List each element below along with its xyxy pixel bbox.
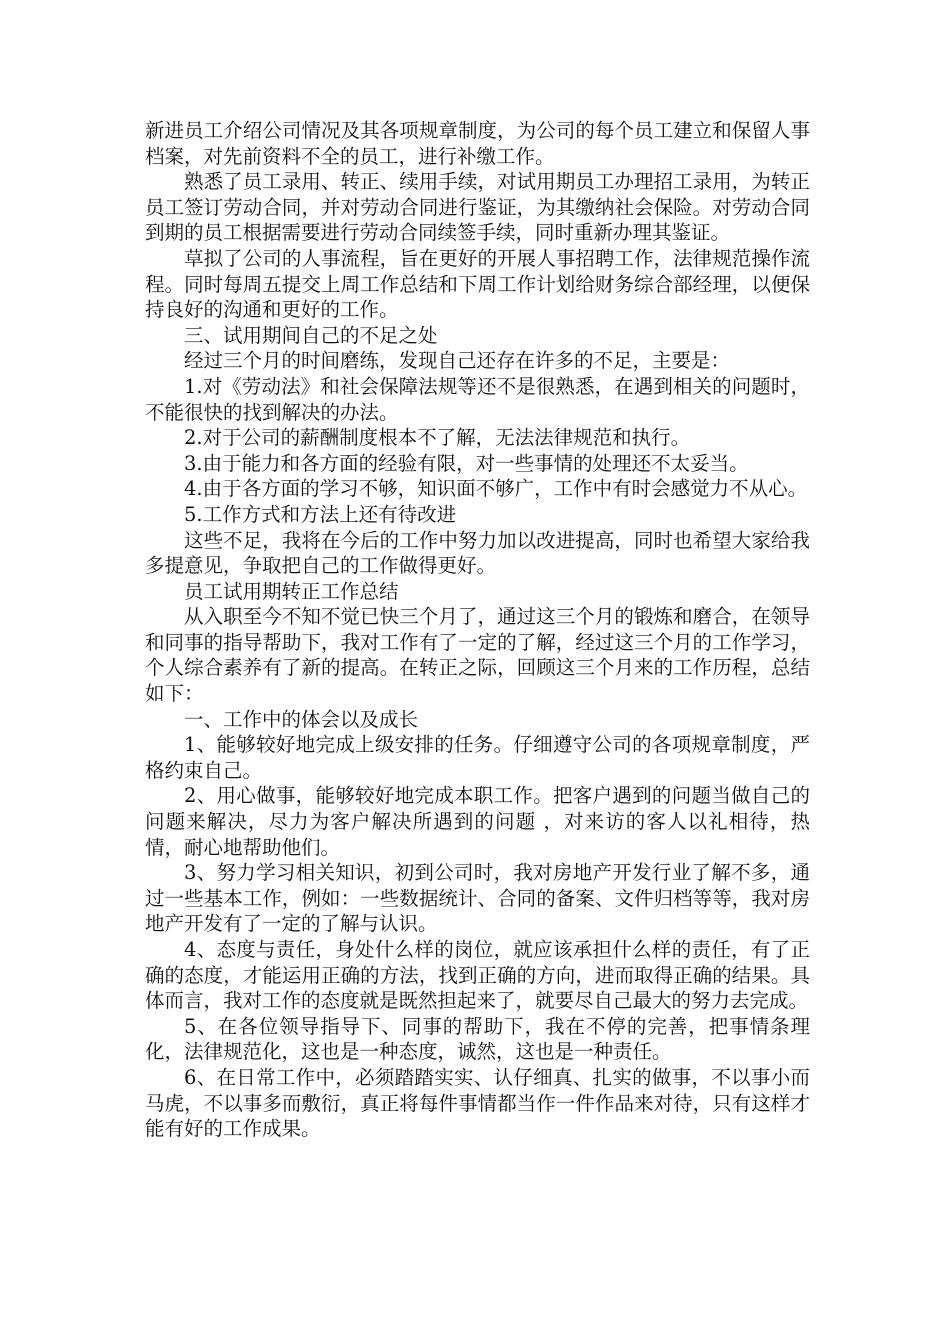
paragraph: 草拟了公司的人事流程，旨在更好的开展人事招聘工作，法律规范操作流程。同时每周五提交上周工作总结和下周工作计划给财务综合部经理，以便保持良好的沟通和更好的工作。 <box>145 246 810 322</box>
paragraph: 3.由于能力和各方面的经验有限，对一些事情的处理还不太妥当。 <box>184 451 749 475</box>
paragraph: 4.由于各方面的学习不够，知识面不够广，工作中有时会感觉力不从心。 <box>184 477 808 501</box>
paragraph: 5、在各位领导指导下、同事的帮助下，我在不停的完善，把事情条理化，法律规范化，这也是一种态度，诚然，这也是一种责任。 <box>145 1014 810 1064</box>
paragraph: 5.工作方式和方法上还有待改进 <box>184 502 457 526</box>
document-page <box>145 118 810 1142</box>
paragraph: 3、努力学习相关知识，初到公司时，我对房地产开发行业了解不多，通过一些基本工作，例如：一些数据统计、合同的备案、文件归档等等，我对房地产开发有了一定的了解与认识。 <box>145 861 810 936</box>
paragraph: 6、在日常工作中，必须踏踏实实、认仔细真、扎实的做事，不以事小而马虎，不以事多而敷衍，真正将每件事情都当作一件作品来对待，只有这样才能有好的工作成果。 <box>145 1065 810 1141</box>
paragraph: 一、工作中的体会以及成长 <box>184 707 419 731</box>
paragraph: 员工试用期转正工作总结 <box>184 579 399 603</box>
paragraph: 新进员工介绍公司情况及其各项规章制度，为公司的每个员工建立和保留人事档案，对先前资料不全的员工，进行补缴工作。 <box>145 119 810 168</box>
paragraph: 2、用心做事，能够较好地完成本职工作。把客户遇到的问题当做自己的问题来解决，尽力为客户解决所遇到的问题 ，对来访的客人以礼相待，热情，耐心地帮助他们。 <box>145 784 810 859</box>
paragraph: 4、态度与责任，身处什么样的岗位，就应该承担什么样的责任，有了正确的态度，才能运用正确的方法，找到正确的方向，进而取得正确的结果。具体而言，我对工作的态度就是既然担起来了，就要尽自己最大的努力去完成。 <box>145 938 810 1013</box>
paragraph: 从入职至今不知不觉已快三个月了，通过这三个月的锻炼和磨合，在领导和同事的指导帮助下，我对工作有了一定的了解，经过这三个月的工作学习，个人综合素养有了新的提高。在转正之际，回顾这三个月来的工作历程，总结如下： <box>145 605 810 706</box>
paragraph: 三、试用期间自己的不足之处 <box>184 323 438 347</box>
paragraph: 1.对《劳动法》和社会保障法规等还不是很熟悉，在遇到相关的问题时，不能很快的找到解决的办法。 <box>145 374 810 424</box>
paragraph: 1、能够较好地完成上级安排的任务。仔细遵守公司的各项规章制度，严格约束自己。 <box>145 733 810 782</box>
paragraph: 熟悉了员工录用、转正、续用手续，对试用期员工办理招工录用，为转正员工签订劳动合同，并对劳动合同进行鉴证，为其缴纳社会保险。对劳动合同到期的员工根据需要进行劳动合同续签手续，同时重新办理其鉴证。 <box>145 170 810 245</box>
paragraph: 这些不足，我将在今后的工作中努力加以改进提高，同时也希望大家给我多提意见，争取把自己的工作做得更好。 <box>145 528 810 578</box>
paragraph: 经过三个月的时间磨练，发现自己还存在许多的不足，主要是： <box>184 349 731 373</box>
paragraph: 2.对于公司的薪酬制度根本不了解，无法法律规范和执行。 <box>184 426 691 450</box>
